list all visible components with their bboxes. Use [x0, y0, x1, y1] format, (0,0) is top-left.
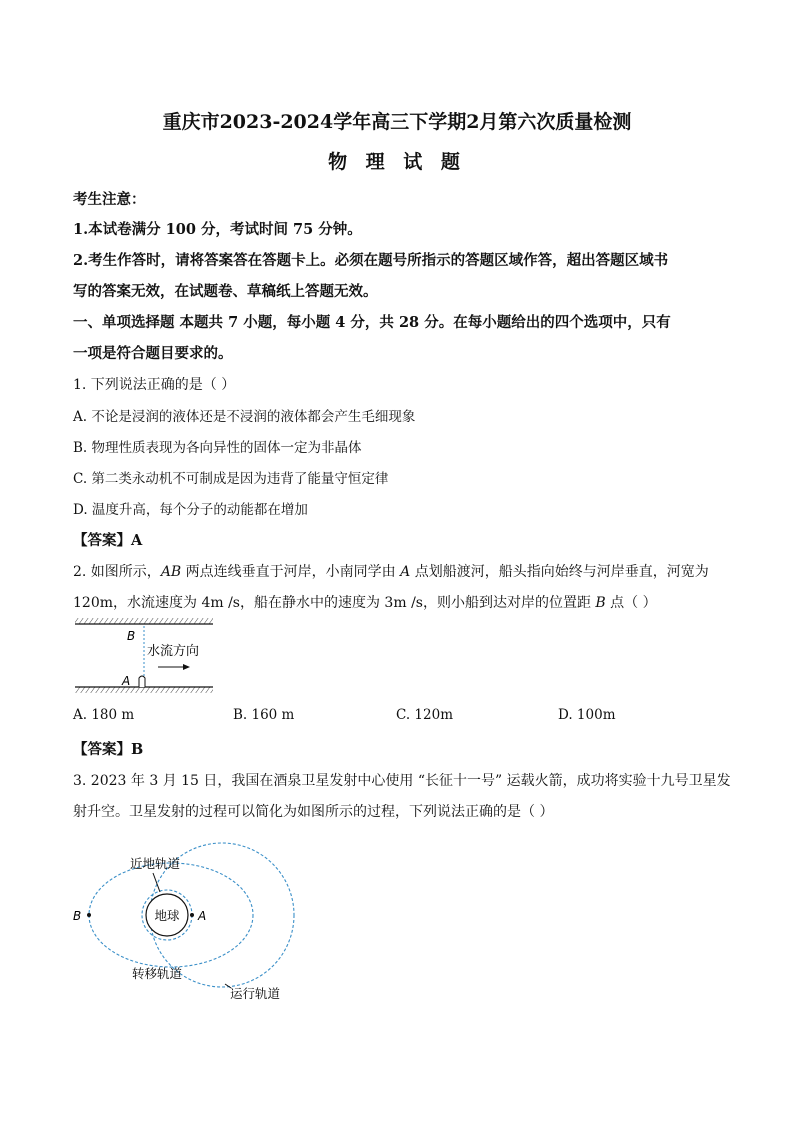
- notice-heading: 考生注意：: [73, 191, 146, 208]
- q2-option-c: C. 120m: [396, 707, 453, 723]
- run-orbit-label: 运行轨道: [230, 986, 281, 1001]
- q2-option-b: B. 160 m: [233, 707, 295, 723]
- notice-item-2-line-1: 2.考生作答时，请将答案答在答题卡上。必须在题号所指示的答题区域作答，超出答题区域书: [73, 252, 669, 269]
- far-bank-hatch: [75, 618, 213, 624]
- q2-option-a: A. 180 m: [73, 707, 135, 723]
- q2-answer: 【答案】B: [73, 741, 144, 758]
- q1-option-a: A. 不论是浸润的液体还是不浸润的液体都会产生毛细现象: [73, 409, 416, 425]
- q1-answer: 【答案】A: [73, 532, 143, 549]
- section-heading-line-1: 一、单项选择题 本题共 7 小题，每小题 4 分，共 28 分。在每小题给出的四个选项中，只有: [73, 314, 671, 331]
- orbit-diagram: [65, 830, 325, 1010]
- section-heading-line-2: 一项是符合题目要求的。: [73, 345, 233, 362]
- q2-stem-line-2: 120m，水流速度为 4m /s，船在静水中的速度为 3m /s，则小船到达对岸的位置距 B 点（ ）: [73, 595, 657, 611]
- river-diagram: [70, 615, 220, 695]
- page-subtitle: 物 理 试 题: [328, 151, 466, 173]
- boat-icon: [139, 676, 145, 687]
- point-b-label: B: [73, 909, 82, 923]
- point-a-dot: [190, 913, 194, 917]
- notice-item-1: 1.本试卷满分 100 分，考试时间 75 分钟。: [73, 221, 362, 238]
- transfer-orbit-label: 转移轨道: [132, 966, 183, 981]
- q3-stem-line-2: 射升空。卫星发射的过程可以简化为如图所示的过程，下列说法正确的是（ ）: [73, 804, 554, 820]
- earth-label: 地球: [154, 908, 180, 923]
- near-orbit-pointer: [153, 873, 160, 892]
- point-a-label: A: [198, 909, 207, 923]
- q1-option-c: C. 第二类永动机不可制成是因为违背了能量守恒定律: [73, 471, 389, 487]
- near-bank-hatch: [75, 687, 213, 693]
- q2-stem-line-1: 2. 如图所示，AB 两点连线垂直于河岸，小南同学由 A 点划船渡河，船头指向始终与河岸垂直，河宽为: [73, 564, 709, 580]
- q1-option-d: D. 温度升高，每个分子的动能都在增加: [73, 502, 308, 518]
- q1-option-b: B. 物理性质表现为各向异性的固体一定为非晶体: [73, 440, 362, 456]
- near-orbit-label: 近地轨道: [130, 856, 181, 871]
- notice-item-2-line-2: 写的答案无效，在试题卷、草稿纸上答题无效。: [73, 283, 378, 300]
- q3-stem-line-1: 3. 2023 年 3 月 15 日，我国在酒泉卫星发射中心使用 “长征十一号” 运载火箭，成功将实验十九号卫星发: [73, 773, 731, 789]
- page-title: 重庆市2023-2024学年高三下学期2月第六次质量检测: [162, 111, 632, 133]
- flow-arrow-head: [183, 664, 190, 670]
- q2-option-d: D. 100m: [558, 707, 616, 723]
- label-a: A: [122, 674, 131, 688]
- flow-direction-label: 水流方向: [147, 644, 200, 659]
- point-b-dot: [87, 913, 91, 917]
- q1-stem: 1. 下列说法正确的是（ ）: [73, 377, 236, 393]
- label-b: B: [127, 629, 136, 643]
